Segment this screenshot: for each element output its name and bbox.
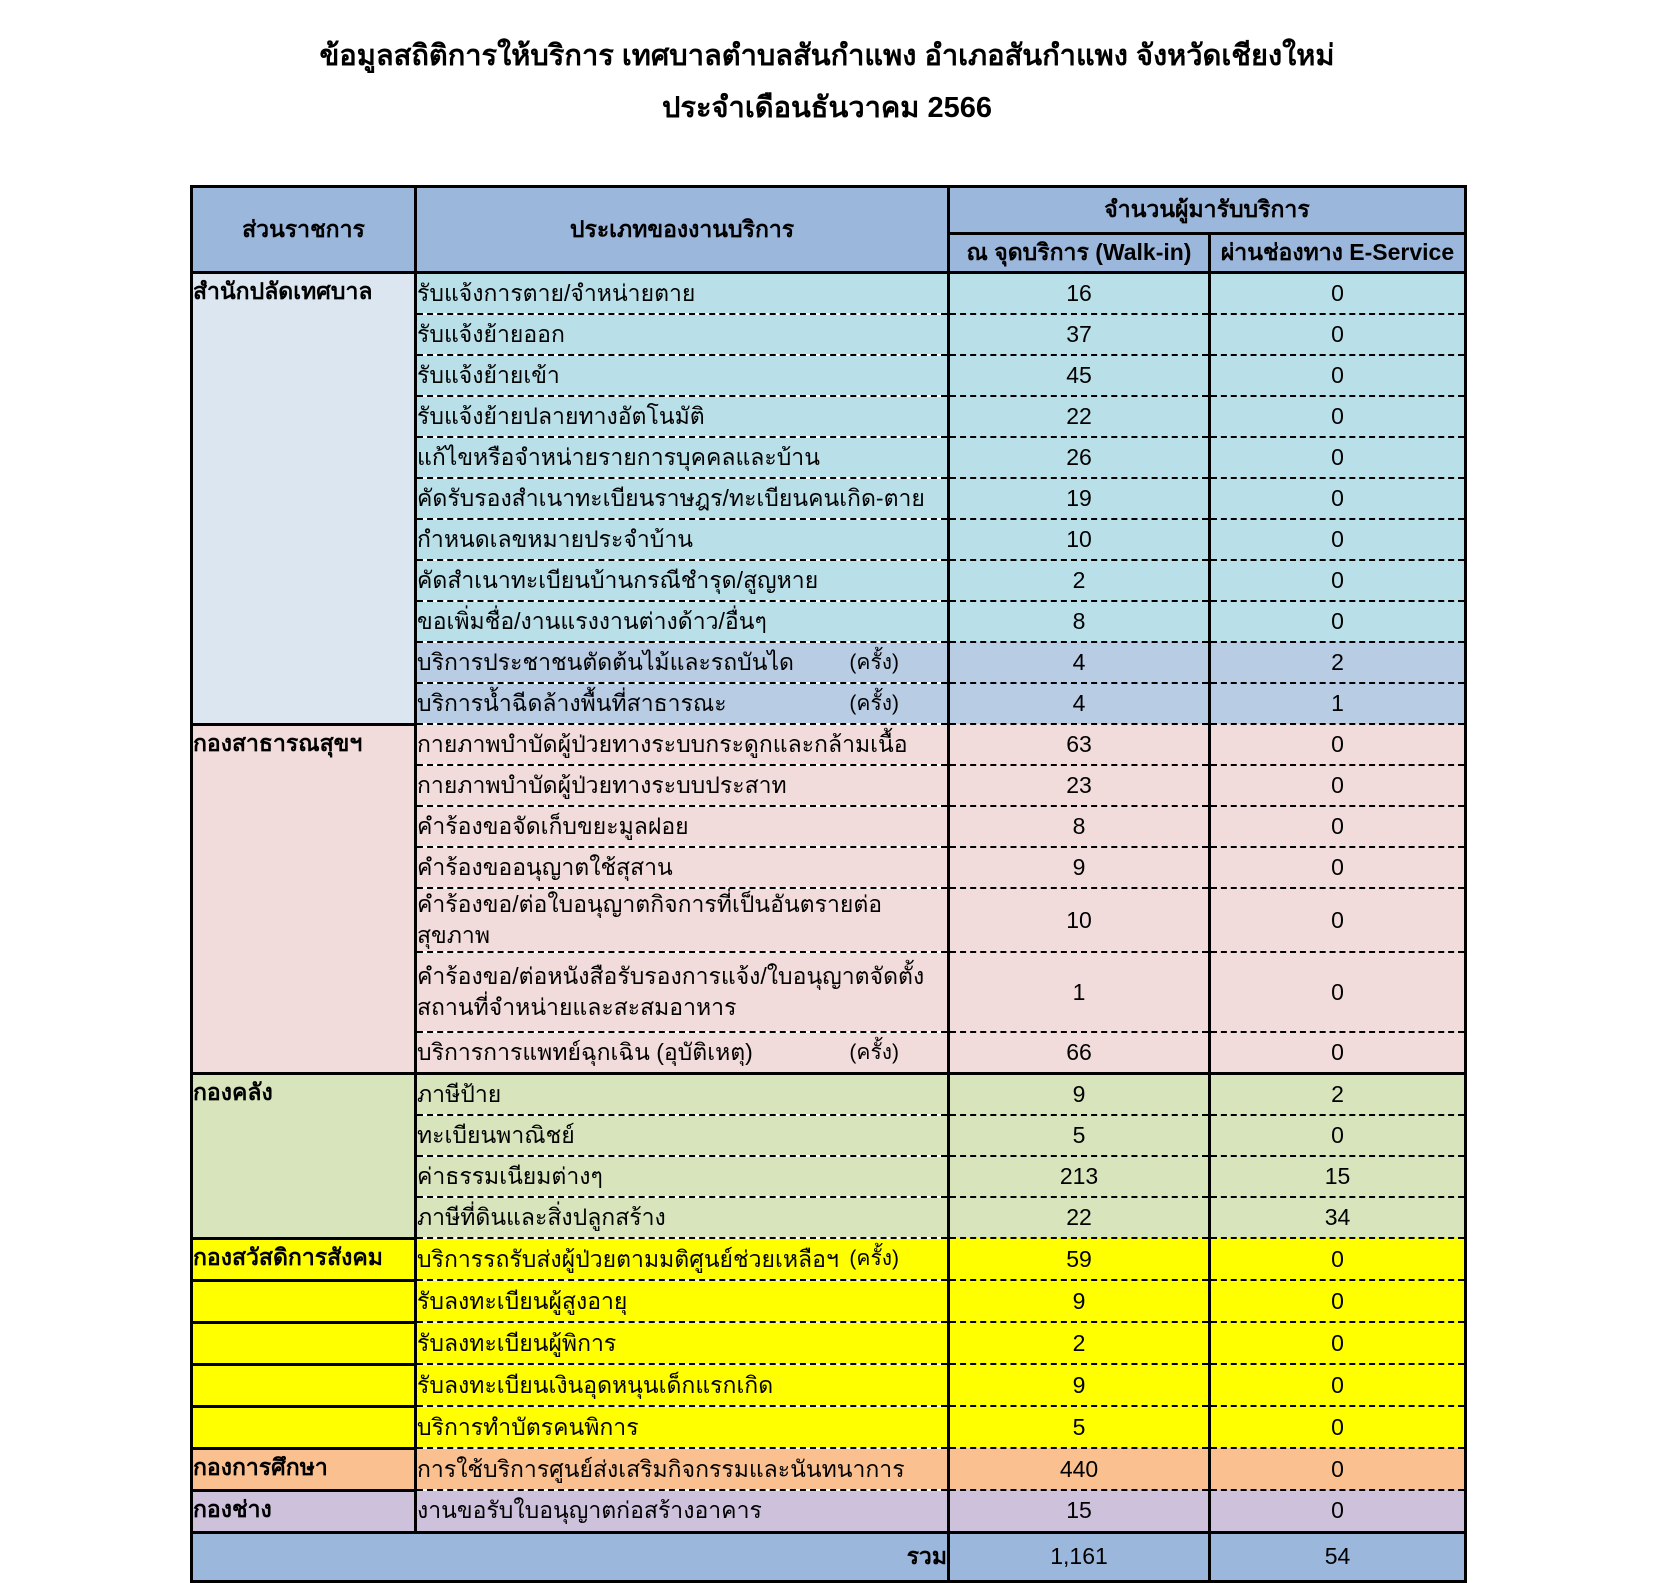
walkin-value: 2 — [949, 560, 1210, 601]
service-cell — [416, 1115, 949, 1156]
walkin-value: 10 — [949, 519, 1210, 560]
walkin-value: 23 — [949, 765, 1210, 806]
eservice-value: 0 — [1210, 560, 1466, 601]
eservice-value: 0 — [1210, 952, 1466, 1032]
service-cell — [416, 1238, 949, 1280]
header-service-type: ประเภทของงานบริการ — [416, 187, 949, 273]
walkin-value: 19 — [949, 478, 1210, 519]
service-label: ขอเพิ่มชื่อ/งานแรงงานต่างด้าว/อื่นๆ — [417, 607, 767, 634]
eservice-value: 0 — [1210, 888, 1466, 952]
service-cell — [416, 683, 949, 724]
eservice-value: 34 — [1210, 1197, 1466, 1238]
total-walkin-value: 1,161 — [949, 1532, 1210, 1581]
service-cell — [416, 847, 949, 888]
service-label: บริการการแพทย์ฉุกเฉิน (อุบัติเหตุ) — [417, 1039, 753, 1066]
service-cell — [416, 1197, 949, 1238]
eservice-value: 0 — [1210, 1490, 1466, 1532]
service-label: กายภาพบำบัดผู้ป่วยทางระบบกระดูกและกล้ามเนื้อ — [417, 730, 908, 757]
walkin-value: 8 — [949, 601, 1210, 642]
walkin-value: 16 — [949, 273, 1210, 315]
table-body — [192, 273, 1466, 1533]
eservice-value: 0 — [1210, 273, 1466, 315]
service-cell — [416, 1156, 949, 1197]
service-label: รับแจ้งย้ายออก — [417, 320, 565, 347]
header-agency: ส่วนราชการ — [192, 187, 416, 273]
service-cell — [416, 519, 949, 560]
walkin-value: 63 — [949, 724, 1210, 765]
agency-cell — [192, 1280, 416, 1322]
service-label: รับลงทะเบียนเงินอุดหนุนเด็กแรกเกิด — [417, 1371, 774, 1398]
service-label: รับแจ้งย้ายเข้า — [417, 361, 560, 388]
eservice-value: 0 — [1210, 1115, 1466, 1156]
service-cell — [416, 1448, 949, 1490]
agency-cell — [192, 1406, 416, 1448]
total-label: รวม — [192, 1532, 949, 1581]
service-label: บริการประชาชนตัดต้นไม้และรถบันได — [417, 648, 794, 675]
page-subtitle: ประจำเดือนธันวาคม 2566 — [661, 92, 992, 124]
eservice-value: 15 — [1210, 1156, 1466, 1197]
service-cell — [416, 601, 949, 642]
walkin-value: 22 — [949, 396, 1210, 437]
eservice-value: 0 — [1210, 355, 1466, 396]
service-unit: (ครั้ง) — [849, 1040, 899, 1064]
eservice-value: 0 — [1210, 806, 1466, 847]
header-walkin: ณ จุดบริการ (Walk-in) — [949, 234, 1210, 273]
table-header — [192, 187, 1466, 273]
eservice-value: 0 — [1210, 314, 1466, 355]
agency-cell: กองสาธารณสุขฯ — [192, 724, 416, 1074]
walkin-value: 2 — [949, 1322, 1210, 1364]
eservice-value: 0 — [1210, 437, 1466, 478]
eservice-value: 0 — [1210, 1448, 1466, 1490]
service-label: คำร้องขอจัดเก็บขยะมูลฝอย — [417, 812, 689, 839]
eservice-value: 0 — [1210, 1280, 1466, 1322]
agency-cell — [192, 1322, 416, 1364]
walkin-value: 59 — [949, 1238, 1210, 1280]
eservice-value: 0 — [1210, 1322, 1466, 1364]
service-cell — [416, 560, 949, 601]
eservice-value: 0 — [1210, 1406, 1466, 1448]
service-label-line2: สถานที่จำหน่ายและสะสมอาหาร — [417, 994, 737, 1021]
service-label: บริการรถรับส่งผู้ป่วยตามมติศูนย์ช่วยเหลือฯ — [417, 1245, 839, 1272]
agency-cell — [192, 1364, 416, 1406]
service-cell — [416, 888, 949, 952]
service-label: บริการทำบัตรคนพิการ — [417, 1413, 639, 1440]
service-label: ค่าธรรมเนียมต่างๆ — [417, 1163, 603, 1190]
service-cell — [416, 273, 949, 315]
service-unit: (ครั้ง) — [849, 650, 899, 674]
service-cell — [416, 642, 949, 683]
statistics-table — [190, 185, 1467, 1583]
walkin-value: 1 — [949, 952, 1210, 1032]
service-label: การใช้บริการศูนย์ส่งเสริมกิจกรรมและนันทนาการ — [417, 1455, 905, 1482]
eservice-value: 0 — [1210, 724, 1466, 765]
service-cell — [416, 1074, 949, 1116]
walkin-value: 9 — [949, 1074, 1210, 1116]
total-row — [192, 1532, 1466, 1581]
page-title-block — [0, 30, 1654, 134]
service-cell — [416, 1364, 949, 1406]
page-title: ข้อมูลสถิติการให้บริการ เทศบาลตำบลสันกำแพง อำเภอสันกำแพง จังหวัดเชียงใหม่ — [319, 40, 1335, 72]
walkin-value: 4 — [949, 642, 1210, 683]
agency-cell: กองคลัง — [192, 1074, 416, 1239]
walkin-value: 10 — [949, 888, 1210, 952]
agency-cell: กองช่าง — [192, 1490, 416, 1532]
walkin-value: 66 — [949, 1032, 1210, 1074]
service-label: รับแจ้งย้ายปลายทางอัตโนมัติ — [417, 402, 705, 429]
service-label: ภาษีป้าย — [417, 1081, 502, 1108]
service-cell — [416, 314, 949, 355]
walkin-value: 9 — [949, 1364, 1210, 1406]
service-cell — [416, 765, 949, 806]
service-label: กายภาพบำบัดผู้ป่วยทางระบบประสาท — [417, 771, 787, 798]
agency-cell: สำนักปลัดเทศบาล — [192, 273, 416, 725]
service-cell — [416, 478, 949, 519]
agency-cell: กองสวัสดิการสังคม — [192, 1238, 416, 1280]
header-visitor-count: จำนวนผู้มารับบริการ — [949, 187, 1466, 234]
walkin-value: 22 — [949, 1197, 1210, 1238]
total-eservice-value: 54 — [1210, 1532, 1466, 1581]
service-cell — [416, 1406, 949, 1448]
walkin-value: 5 — [949, 1115, 1210, 1156]
eservice-value: 2 — [1210, 642, 1466, 683]
service-label: ภาษีที่ดินและสิ่งปลูกสร้าง — [417, 1204, 666, 1231]
service-label: รับลงทะเบียนผู้พิการ — [417, 1329, 617, 1356]
walkin-value: 9 — [949, 847, 1210, 888]
service-cell — [416, 806, 949, 847]
eservice-value: 0 — [1210, 396, 1466, 437]
walkin-value: 440 — [949, 1448, 1210, 1490]
header-eservice: ผ่านช่องทาง E-Service — [1210, 234, 1466, 273]
service-cell — [416, 1490, 949, 1532]
service-label: บริการน้ำฉีดล้างพื้นที่สาธารณะ — [417, 689, 727, 716]
service-label: คำร้องขออนุญาตใช้สุสาน — [417, 853, 673, 880]
service-unit: (ครั้ง) — [849, 691, 899, 715]
eservice-value: 0 — [1210, 478, 1466, 519]
service-label: คำร้องขอ/ต่อใบอนุญาตกิจการที่เป็นอันตรายต่อสุขภาพ — [417, 891, 883, 949]
walkin-value: 213 — [949, 1156, 1210, 1197]
service-label: กำหนดเลขหมายประจำบ้าน — [417, 525, 693, 552]
service-label: ทะเบียนพาณิชย์ — [417, 1122, 575, 1149]
eservice-value: 1 — [1210, 683, 1466, 724]
eservice-value: 0 — [1210, 847, 1466, 888]
eservice-value: 0 — [1210, 1032, 1466, 1074]
walkin-value: 45 — [949, 355, 1210, 396]
service-cell — [416, 1280, 949, 1322]
service-label: คำร้องขอ/ต่อหนังสือรับรองการแจ้ง/ใบอนุญาตจัดตั้ง — [417, 963, 925, 990]
eservice-value: 0 — [1210, 519, 1466, 560]
service-unit: (ครั้ง) — [849, 1246, 899, 1270]
walkin-value: 8 — [949, 806, 1210, 847]
walkin-value: 5 — [949, 1406, 1210, 1448]
eservice-value: 0 — [1210, 765, 1466, 806]
service-cell — [416, 724, 949, 765]
walkin-value: 4 — [949, 683, 1210, 724]
service-cell — [416, 396, 949, 437]
service-label: รับแจ้งการตาย/จำหน่ายตาย — [417, 279, 696, 306]
service-cell — [416, 355, 949, 396]
service-cell — [416, 1032, 949, 1074]
service-label: รับลงทะเบียนผู้สูงอายุ — [417, 1287, 628, 1314]
eservice-value: 2 — [1210, 1074, 1466, 1116]
service-cell — [416, 1322, 949, 1364]
service-label: คัดรับรองสำเนาทะเบียนราษฎร/ทะเบียนคนเกิด-ตาย — [417, 484, 925, 511]
service-label: แก้ไขหรือจำหน่ายรายการบุคคลและบ้าน — [417, 443, 820, 470]
service-label: คัดสำเนาทะเบียนบ้านกรณีชำรุด/สูญหาย — [417, 566, 819, 593]
service-cell — [416, 437, 949, 478]
eservice-value: 0 — [1210, 1364, 1466, 1406]
service-cell — [416, 952, 949, 1032]
walkin-value: 9 — [949, 1280, 1210, 1322]
eservice-value: 0 — [1210, 601, 1466, 642]
walkin-value: 26 — [949, 437, 1210, 478]
statistics-table-wrap — [190, 185, 1467, 1583]
agency-cell: กองการศึกษา — [192, 1448, 416, 1490]
walkin-value: 37 — [949, 314, 1210, 355]
walkin-value: 15 — [949, 1490, 1210, 1532]
eservice-value: 0 — [1210, 1238, 1466, 1280]
service-label: งานขอรับใบอนุญาตก่อสร้างอาคาร — [417, 1497, 762, 1524]
